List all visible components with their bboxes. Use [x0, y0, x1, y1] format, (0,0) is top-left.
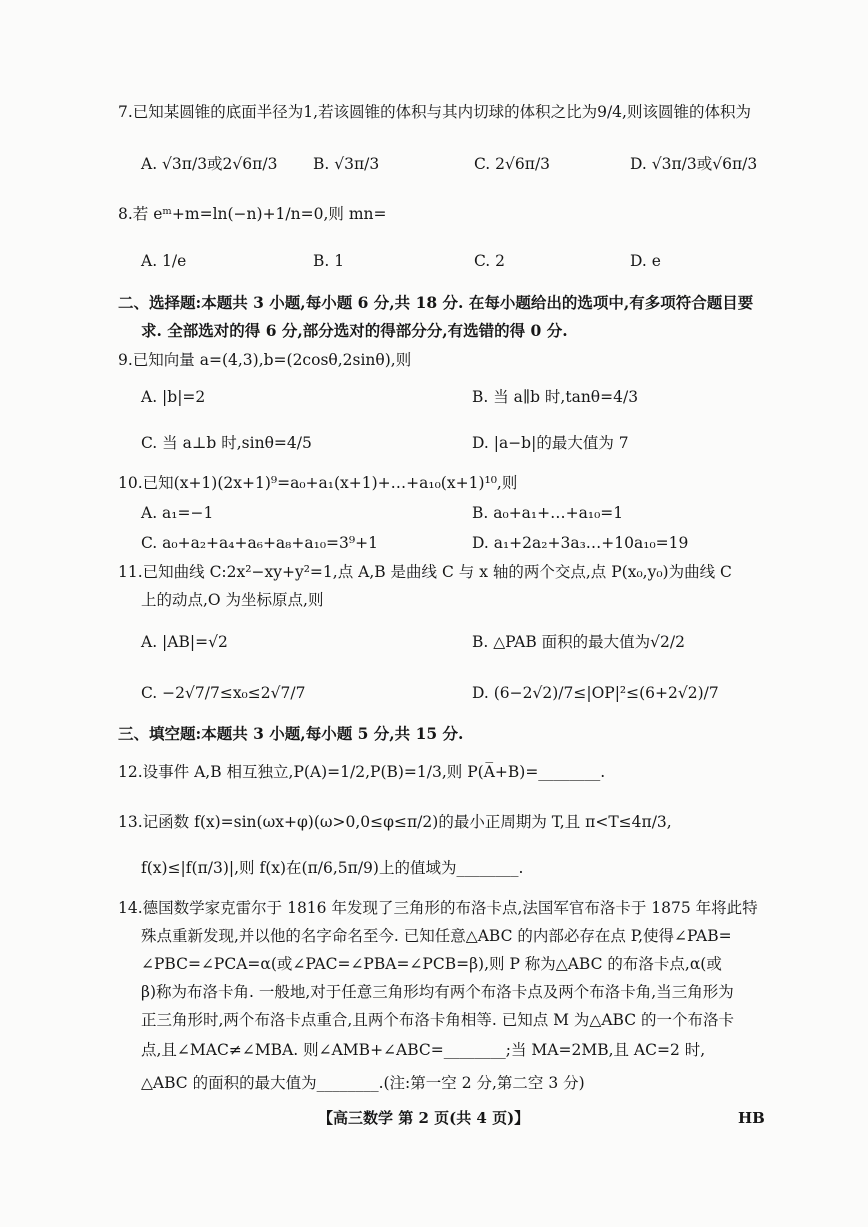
q10-option-d: D. a₁+2a₂+3a₃…+10a₁₀=19 — [472, 534, 689, 552]
q7-option-a: A. √3π/3或2√6π/3 — [141, 155, 278, 173]
q11-option-a: A. |AB|=√2 — [141, 633, 228, 651]
q10-option-c: C. a₀+a₂+a₄+a₆+a₈+a₁₀=3⁹+1 — [141, 534, 378, 552]
q11-stem-line2: 上的动点,O 为坐标原点,则 — [141, 591, 324, 609]
q9-option-c: C. 当 a⊥b 时,sinθ=4/5 — [141, 434, 312, 452]
section-3-heading: 三、填空题:本题共 3 小题,每小题 5 分,共 15 分. — [118, 724, 464, 743]
page-footer-code: HB — [738, 1109, 765, 1127]
q9-option-d: D. |a−b|的最大值为 7 — [472, 434, 629, 452]
q9-stem: 9.已知向量 a=(4,3),b=(2cosθ,2sinθ),则 — [118, 351, 412, 369]
q10-stem: 10.已知(x+1)(2x+1)⁹=a₀+a₁(x+1)+…+a₁₀(x+1)¹⁰,则 — [118, 474, 518, 492]
q8-option-b: B. 1 — [313, 252, 345, 270]
q7-option-d: D. √3π/3或√6π/3 — [630, 155, 758, 173]
q8-stem: 8.若 eᵐ+m=ln(−n)+1/n=0,则 mn= — [118, 205, 387, 223]
section-2-heading-line2: 求. 全部选对的得 6 分,部分选对的得部分分,有选错的得 0 分. — [141, 321, 568, 340]
q11-option-c: C. −2√7/7≤x₀≤2√7/7 — [141, 684, 306, 702]
q11-stem-line1: 11.已知曲线 C:2x²−xy+y²=1,点 A,B 是曲线 C 与 x 轴的两个交点,点 P(x₀,y₀)为曲线 C — [118, 563, 732, 581]
q7-option-b: B. √3π/3 — [313, 155, 380, 173]
q14-line-7: △ABC 的面积的最大值为________.(注:第一空 2 分,第二空 3 分) — [141, 1074, 585, 1092]
page-footer-label: 【高三数学 第 2 页(共 4 页)】 — [318, 1109, 530, 1127]
q8-option-d: D. e — [630, 252, 661, 270]
q14-line-5: 正三角形时,两个布洛卡点重合,且两个布洛卡角相等. 已知点 M 为△ABC 的一个布洛卡 — [141, 1011, 735, 1029]
q9-option-b: B. 当 a∥b 时,tanθ=4/3 — [472, 388, 639, 406]
q13-stem-line1: 13.记函数 f(x)=sin(ωx+φ)(ω>0,0≤φ≤π/2)的最小正周期为 T,且 π<T≤4π/3, — [118, 813, 672, 831]
section-2-heading-line1: 二、选择题:本题共 3 小题,每小题 6 分,共 18 分. 在每小题给出的选项中,有多项符合题目要 — [118, 293, 754, 312]
q7-option-c: C. 2√6π/3 — [474, 155, 551, 173]
q14-line-1: 14.德国数学家克雷尔于 1816 年发现了三角形的布洛卡点,法国军官布洛卡于 1875 年将此特 — [118, 899, 758, 917]
q11-option-b: B. △PAB 面积的最大值为√2/2 — [472, 633, 686, 651]
q14-line-2: 殊点重新发现,并以他的名字命名至今. 已知任意△ABC 的内部必存在点 P,使得∠PAB= — [141, 927, 732, 945]
q8-option-c: C. 2 — [474, 252, 506, 270]
q14-line-6: 点,且∠MAC≠∠MBA. 则∠AMB+∠ABC=________;当 MA=2MB,且 AC=2 时, — [141, 1041, 706, 1059]
q14-line-4: β)称为布洛卡角. 一般地,对于任意三角形均有两个布洛卡点及两个布洛卡角,当三角形为 — [141, 983, 734, 1001]
q14-line-3: ∠PBC=∠PCA=α(或∠PAC=∠PBA=∠PCB=β),则 P 称为△ABC 的布洛卡点,α(或 — [141, 955, 722, 973]
q7-stem: 7.已知某圆锥的底面半径为1,若该圆锥的体积与其内切球的体积之比为9/4,则该圆锥的体积为 — [118, 103, 751, 121]
q12-stem: 12.设事件 A,B 相互独立,P(A)=1/2,P(B)=1/3,则 P(A̅+B)=________. — [118, 763, 606, 781]
q13-stem-line2: f(x)≤|f(π/3)|,则 f(x)在(π/6,5π/9)上的值域为________. — [141, 859, 524, 877]
q10-option-a: A. a₁=−1 — [141, 504, 214, 522]
q8-option-a: A. 1/e — [141, 252, 187, 270]
q11-option-d: D. (6−2√2)/7≤|OP|²≤(6+2√2)/7 — [472, 684, 719, 702]
q10-option-b: B. a₀+a₁+…+a₁₀=1 — [472, 504, 624, 522]
q9-option-a: A. |b|=2 — [141, 388, 206, 406]
